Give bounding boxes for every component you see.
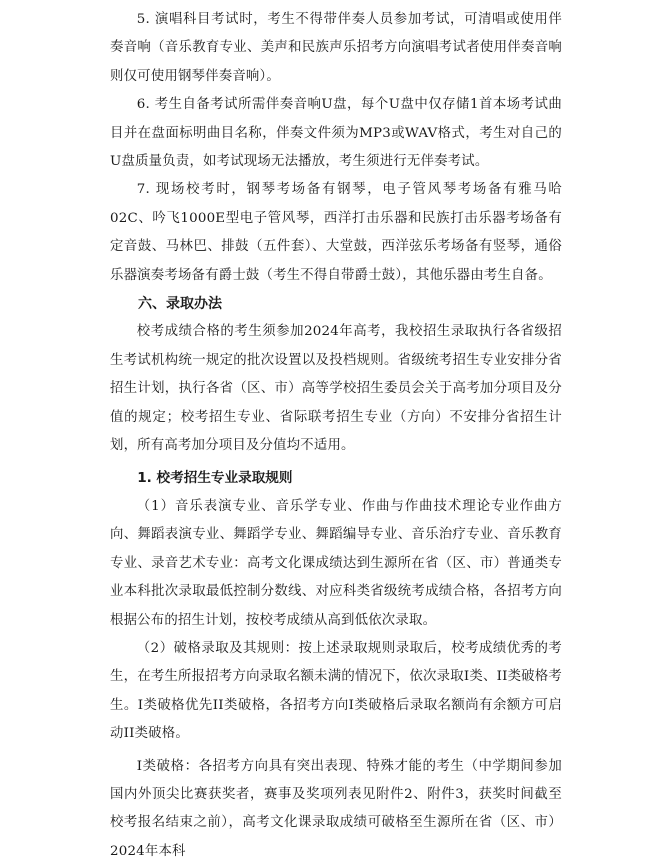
section-heading: 六、录取办法 <box>138 296 222 313</box>
subsection-heading: 1. 校考招生专业录取规则 <box>137 469 293 486</box>
paragraph-item-7: 7. 现场校考时，钢琴考场备有钢琴，电子管风琴考场备有雅马哈02C、吟飞1000E型电子管风琴，西洋打击乐器和民族打击乐器考场备有定音鼓、马林巴、排鼓（五件套）、大堂鼓，西洋弦乐考场备有竖琴，通俗乐器演奏考场备有爵士鼓（考生不得自带爵士鼓），其他乐器由考生自备。 <box>110 182 562 283</box>
section-intro-paragraph: 校考成绩合格的考生须参加2024年高考，我校招生录取执行各省级招生考试机构统一规定的批次设置以及投档规则。省级统考招生专业安排分省招生计划，执行各省（区、市）高等学校招生委员会关于高考加分项目及分值的规定；校考招生专业、省际联考招生专业（方向）不安排分省招生计划，所有高考加分项目及分值均不适用。 <box>110 324 562 454</box>
rule-paragraph-2: （2）破格录取及其规则：按上述录取规则录取后，校考成绩优秀的考生，在考生所报招考方向录取名额未满的情况下，依次录取I类、II类破格考生。I类破格优先II类破格，各招考方向I类破格后录取名额尚有余额方可启动II类破格。 <box>110 640 562 742</box>
document-page <box>110 6 562 866</box>
rule-paragraph-1: （1）音乐表演专业、音乐学专业、作曲与作曲技术理论专业作曲方向、舞蹈表演专业、舞蹈学专业、舞蹈编导专业、音乐治疗专业、音乐教育专业、录音艺术专业：高考文化课成绩达到生源所在省（区、市）普通类专业本科批次录取最低控制分数线、对应科类省级统考成绩合格，各招考方向根据公布的招生计划，按校考成绩从高到低依次录取。 <box>110 498 562 628</box>
paragraph-item-5: 5. 演唱科目考试时，考生不得带伴奏人员参加考试，可清唱或使用伴奏音响（音乐教育专业、美声和民族声乐招考方向演唱考试者使用伴奏音响则仅可使用钢琴伴奏音响）。 <box>110 12 562 84</box>
paragraph-item-6: 6. 考生自备考试所需伴奏音响U盘，每个U盘中仅存储1首本场考试曲目并在盘面标明曲目名称，伴奏文件须为MP3或WAV格式，考生对自己的U盘质量负责，如考试现场无法播放，考生须进行无伴奏考试。 <box>110 97 562 170</box>
rule-paragraph-class-one: I类破格：各招考方向具有突出表现、特殊才能的考生（中学期间参加国内外顶尖比赛获奖者，赛事及奖项列表见附件2、附件3，获奖时间截至校考报名结束之前），高考文化课录取成绩可破格至生源所在省（区、市）2024年本科 <box>110 758 562 859</box>
